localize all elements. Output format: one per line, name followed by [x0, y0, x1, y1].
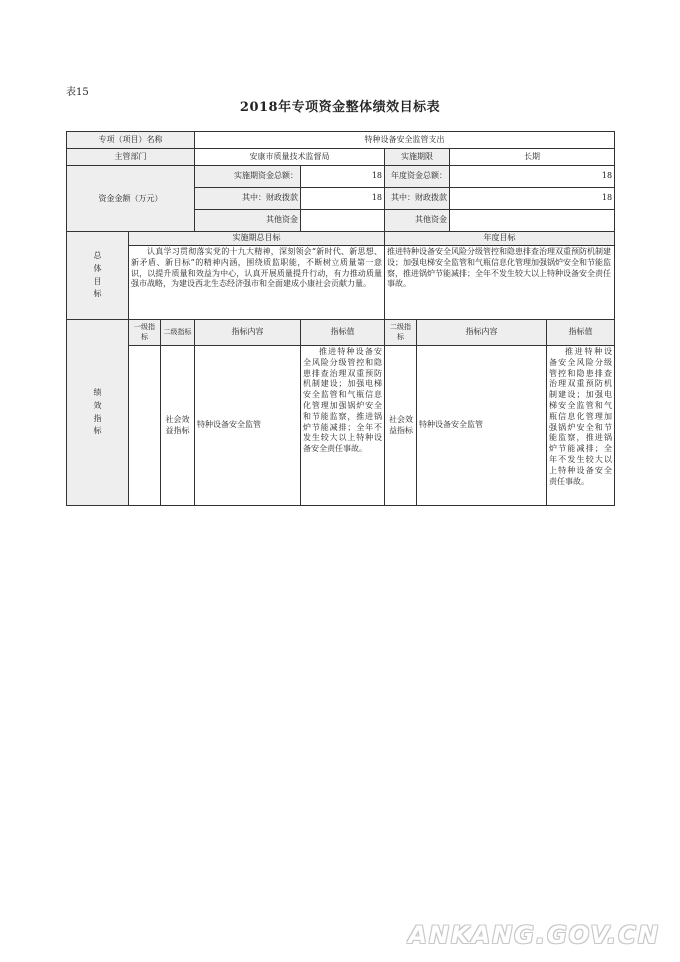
impl-level2-cell [161, 346, 195, 506]
funds-label [67, 166, 195, 232]
annual-goal-text: 推进特种设备安全风险分级管控和隐患排查治理双重预防机制建设；加强电梯安全监管和气瓶信息化管理加强锅炉安全和节能监察，推进锅炉节能减排；全年不发生较大以上特种设备安全责任事故。 [385, 246, 615, 320]
funds-label-text: 资金金额（万元） [98, 193, 163, 203]
overall-goal-label-text: 总体目标 [93, 250, 102, 299]
level1-header: 一级指标 [129, 320, 161, 346]
annual-content-cell: 特种设备安全监管 [417, 346, 547, 506]
impl-level1-cell [129, 346, 161, 506]
annual-level2-header: 二级指标 [385, 320, 417, 346]
year-fiscal-label: 其中：财政拨款 [385, 188, 450, 210]
impl-goal-text: 认真学习贯彻落实党的十九大精神，深刻领会“新时代、新思想、新矛盾、新目标”的精神内涵，围绕质监职能，不断树立质量第一意识，以提升质量和效益为中心，认真开展质量提升行动，有力推动质量强市战略，为建设西北生态经济强市和全面建成小康社会贡献力量。 [129, 246, 385, 320]
impl-total-value: 18 [301, 166, 385, 188]
page-title: 2018年专项资金整体绩效目标表 [239, 100, 441, 115]
annual-goal-header: 年度目标 [385, 232, 615, 246]
annual-level2-text: 社会效益指标 [389, 414, 413, 435]
project-name-value: 特种设备安全监管支出 [195, 132, 615, 149]
dept-value: 安康市质量技术监督局 [195, 149, 385, 166]
year-total-value: 18 [450, 166, 615, 188]
period-value: 长期 [450, 149, 615, 166]
table-number: 表15 [66, 87, 89, 98]
impl-fiscal-value: 18 [301, 188, 385, 210]
impl-level2-header: 二级指标 [161, 320, 195, 346]
performance-table [66, 131, 615, 506]
annual-value-cell: 推进特种设备安全风险分级管控和隐患排查治理双重预防机制建设；加强电梯安全监管和气瓶信息化管理加强锅炉安全和节能监察，推进锅炉节能减排；全年不发生较大以上特种设备安全责任事故。 [547, 346, 615, 506]
perf-indicator-label-text: 绩效指标 [93, 387, 102, 436]
impl-level2-text: 社会效益指标 [165, 414, 190, 435]
annual-content-header: 指标内容 [417, 320, 547, 346]
impl-value-cell: 推进特种设备安全风险分级管控和隐患排查治理双重预防机制建设；加强电梯安全监管和气瓶信息化管理加强锅炉安全和节能监察，推进锅炉节能减排；全年不发生较大以上特种设备安全责任事故。 [301, 346, 385, 506]
impl-content-header: 指标内容 [195, 320, 301, 346]
year-total-label: 年度资金总额： [385, 166, 450, 188]
impl-content-cell: 特种设备安全监管 [195, 346, 301, 506]
annual-value-header: 指标值 [547, 320, 615, 346]
impl-fiscal-label: 其中：财政拨款 [195, 188, 301, 210]
period-label: 实施期限 [385, 149, 450, 166]
impl-value-header: 指标值 [301, 320, 385, 346]
site-watermark: ANKANG.GOV.CN [408, 921, 660, 949]
dept-label: 主管部门 [67, 149, 195, 166]
year-other-label: 其他资金 [385, 210, 450, 232]
impl-other-value [301, 210, 385, 232]
project-name-label: 专项（项目）名称 [67, 132, 195, 149]
overall-goal-label [67, 232, 129, 320]
annual-level2-cell [385, 346, 417, 506]
impl-total-label: 实施期资金总额： [195, 166, 301, 188]
perf-indicator-label [67, 320, 129, 506]
impl-goal-header: 实施期总目标 [129, 232, 385, 246]
impl-other-label: 其他资金 [195, 210, 301, 232]
year-other-value [450, 210, 615, 232]
year-fiscal-value: 18 [450, 188, 615, 210]
